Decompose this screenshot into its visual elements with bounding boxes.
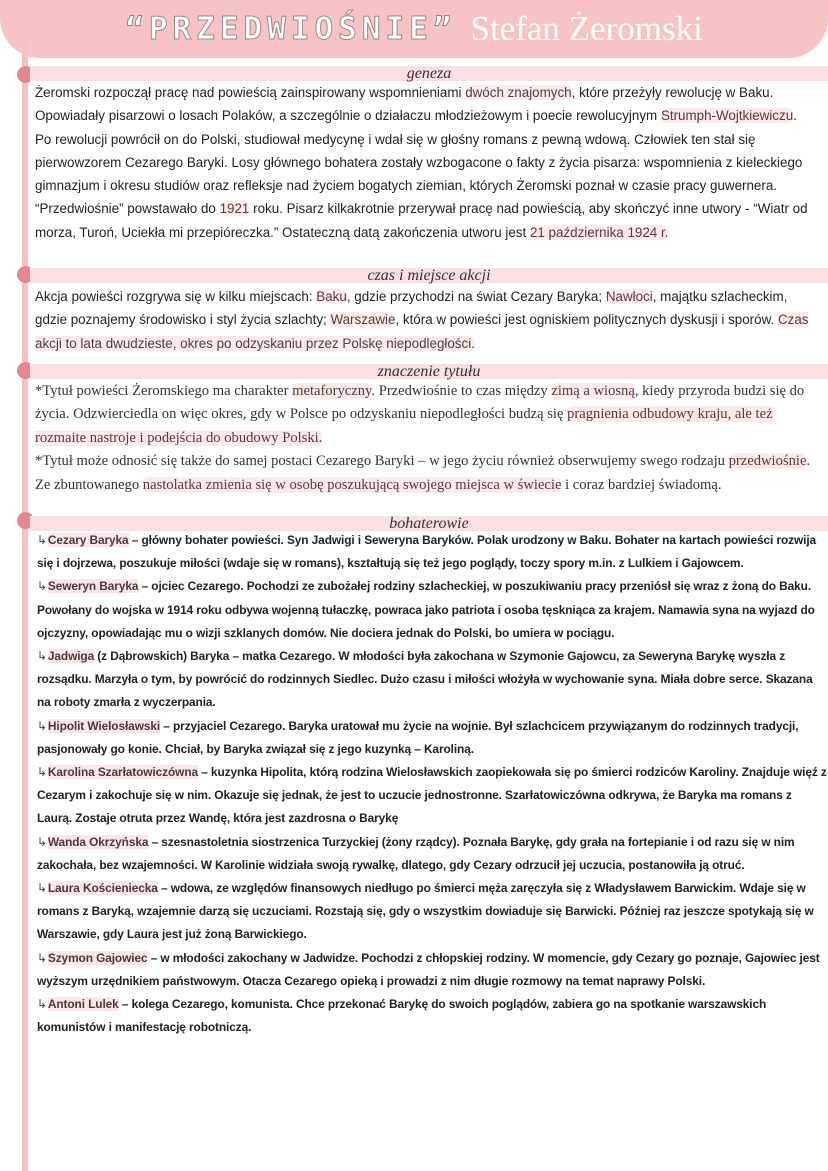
character-description: – główny bohater powieści. Syn Jadwigi i Seweryna Baryków. Polak urodzony w Baku. Bohater na kartach powieści rozwija się i dojrzewa, poszukuje miłości (wdaje się w romans), kształtują się też jego poglądy, toczy spory m.in. z Lulkiem i Gajowcem. bbox=[37, 533, 817, 571]
highlighted-text: przedwiośnie bbox=[728, 453, 807, 470]
character-name: Wanda Okrzyńska bbox=[47, 834, 149, 849]
character-description: (z Dąbrowskich) Baryka – matka Cezarego. W młodości była zakochana w Szymonie Gajowcu, za Seweryna Barykę wyszła z rozsądku. Marzyła o tym, by powrócić do rodzinnych Siedlec. Dużo czasu i miłości włożyła w wychowanie syna. Miała dobre serce. Skazana na roboty zmarła z wyczerpania. bbox=[37, 649, 813, 710]
arrow-icon: ↳ bbox=[37, 997, 47, 1012]
highlighted-text: Strumph-Wojtkiewiczu bbox=[660, 108, 794, 124]
text: i coraz bardziej świadomą. bbox=[561, 476, 722, 493]
text: . Ze zbuntowanego bbox=[35, 453, 811, 493]
character-description: – wdowa, ze względów finansowych niedługo po śmierci męża zaręczyła się z Władysławem Barwickim. Wdaje się w romans z Baryką, wzajemnie darzą się uczuciami. Rozstają się, gdy o wszystkim dowiaduje się Barwicki. Później raz jeszcze spotykają się w Warszawie, gdy Laura jest już żoną Barwickiego. bbox=[37, 881, 814, 942]
paragraph-znaczenie bbox=[35, 380, 815, 497]
highlighted-text: pragnienia odbudowy kraju, ale też rozmaite nastroje i podejścia do obudowy Polski. bbox=[35, 406, 773, 446]
arrow-icon: ↳ bbox=[37, 533, 47, 547]
arrow-icon: ↳ bbox=[37, 834, 47, 849]
character-name: Jadwiga bbox=[47, 649, 95, 664]
highlighted-text: Warszawie bbox=[330, 312, 396, 328]
character-entry bbox=[37, 877, 827, 947]
arrow-icon: ↳ bbox=[37, 579, 47, 594]
character-entry bbox=[37, 575, 827, 645]
character-entry bbox=[37, 761, 827, 831]
character-entry bbox=[37, 947, 827, 993]
text: . Przedwiośnie to czas między bbox=[371, 383, 552, 399]
highlighted-text: nastolatka zmienia się w osobę poszukującą swojego miejsca w świecie bbox=[142, 476, 562, 493]
character-entry bbox=[37, 715, 827, 761]
text: , która w powieści jest ogniskiem politycznych dyskusji i sporów. bbox=[395, 312, 778, 328]
highlighted-text: metaforyczny bbox=[292, 383, 372, 399]
character-name: Karolina Szarłatowiczówna bbox=[47, 765, 199, 780]
highlighted-text: 21 października 1924 r. bbox=[529, 224, 669, 240]
left-margin-bar bbox=[22, 40, 28, 1171]
text: , kiedy przyroda budzi się do życia. Odzwierciedla on więc okres, gdy w Polsce po odzyskaniu niepodległości budzą się bbox=[35, 383, 805, 423]
text: . Po rewolucji powrócił on do Polski, studiował medycynę i wdał się w głośny romans z pewną wdową. Człowiek ten stał się pierwowzorem Cezarego Baryki. Losy głównego bohatera zostały wzbogacone o fakty z życia pisarza: wspomnienia z kieleckiego gimnazjum i okresu studiów oraz refleksje nad życiem bogatych ziemian, których Żeromski poznał w czasie pracy guwernera. “Przedwiośnie” powstawało do bbox=[35, 108, 803, 217]
character-name: Hipolit Wielosławski bbox=[47, 718, 161, 733]
character-name: Laura Kościeniecka bbox=[47, 881, 158, 896]
arrow-icon: ↳ bbox=[37, 765, 47, 780]
text: *Tytuł powieści Żeromskiego ma charakter bbox=[35, 383, 293, 399]
highlighted-text: Nawłoci bbox=[605, 289, 653, 304]
character-name: Szymon Gajowiec bbox=[47, 950, 148, 965]
paragraph-czas bbox=[35, 285, 815, 355]
character-entry bbox=[37, 645, 827, 715]
character-name: Cezary Baryka bbox=[47, 533, 129, 547]
character-list bbox=[37, 529, 827, 1039]
character-entry bbox=[37, 831, 827, 877]
character-description: – kolega Cezarego, komunista. Chce przekonać Barykę do swoich poglądów, zabiera go na spotkanie warszawskich komunistów i manifestację robotniczą. bbox=[37, 997, 767, 1035]
character-entry bbox=[37, 529, 827, 575]
text: *Tytuł może odnosić się także do samej postaci Cezarego Baryki – w jego życiu również obserwujemy swego rodzaju bbox=[35, 453, 729, 470]
character-name: Seweryn Baryka bbox=[47, 579, 139, 594]
highlighted-text: Czas akcji to lata dwudzieste, okres po odzyskaniu przez Polskę niepodległości. bbox=[35, 312, 809, 351]
character-description: – w młodości zakochany w Jadwidze. Pochodzi z chłopskiej rodziny. W momencie, gdy Cezary go poznaje, Gajowiec jest wyższym urzędnikiem państwowym. Otacza Cezarego opieką i prowadzi z nim długie rozmowy na temat naprawy Polski. bbox=[37, 950, 820, 988]
text: , które przeżyły rewolucję w Baku. Opowiadały pisarzowi o losach Polaków, a szczególnie o działaczu młodzieżowym i poecie rewolucyjnym bbox=[35, 85, 774, 124]
author: Stefan Żeromski bbox=[470, 9, 703, 48]
character-description: – kuzynka Hipolita, którą rodzina Wielosławskich zaopiekowała się po śmierci rodziców Karoliny. Znajduje więź z Cezarym i zakochuje się w nim. Okazuje się jednak, że jest to uczucie jednostronne. Szarłatowiczówna odkrywa, że Baryka ma romans z Laurą. Zostaje otruta przez Wandę, która jest zazdrosna o Barykę bbox=[37, 765, 827, 826]
highlighted-text: zimą a wiosną bbox=[551, 383, 635, 399]
character-description: – szesnastoletnia siostrzenica Turzyckiej (żony rządcy). Poznała Barykę, gdy grała na fortepianie i od razu się w nim zakochała, bez wzajemności. W Karolinie widziała swoją rywalkę, dlatego, gdy Cezary odrzucił jej uczucia, postanowiła ją otruć. bbox=[37, 834, 795, 872]
text: , gdzie przychodzi na świat Cezary Baryka; bbox=[346, 289, 606, 304]
character-description: – ojciec Cezarego. Pochodzi ze zubożałej rodziny szlacheckiej, w poszukiwaniu pracy przeniósł się wraz z żoną do Baku. Powołany do wojska w 1914 roku odbywa wojenną tułaczkę, powraca jako patriota i osoba tęskniąca za krajem. Namawia syna na wyjazd do ojczyzny, opowiadając mu o wizji szklanych domów. Nie dociera jednak do Polski, bo umiera w pociągu. bbox=[37, 579, 815, 640]
paragraph-geneza bbox=[35, 81, 815, 244]
character-name: Antoni Lulek bbox=[47, 997, 119, 1012]
section-heading-znaczenie: znaczenie tytułu bbox=[30, 364, 828, 379]
page-header bbox=[0, 0, 828, 58]
text: Akcja powieści rozgrywa się w kilku miejscach: bbox=[35, 289, 317, 304]
section-heading-bohaterowie: bohaterowie bbox=[30, 516, 828, 531]
highlighted-text: 1921 bbox=[219, 201, 250, 217]
arrow-icon: ↳ bbox=[37, 649, 47, 664]
character-entry bbox=[37, 993, 827, 1039]
section-heading-geneza: geneza bbox=[30, 66, 828, 81]
text: roku. Pisarz kilkakrotnie przerywał pracę nad powieścią, aby skończyć inne utwory - “Wiatr od morza, Turoń, Uciekła mi przepióreczka.” Ostateczną datą zakończenia utworu jest bbox=[35, 201, 808, 240]
section-heading-czas: czas i miejsce akcji bbox=[30, 268, 828, 283]
arrow-icon: ↳ bbox=[37, 718, 47, 733]
arrow-icon: ↳ bbox=[37, 950, 47, 965]
text: Żeromski rozpoczął pracę nad powieścią zainspirowany wspomnieniami bbox=[35, 85, 466, 100]
title: “PRZEDWIOŚNIE” bbox=[125, 11, 457, 47]
highlighted-text: dwóch znajomych bbox=[465, 85, 572, 100]
text: , majątku szlacheckim, gdzie poznajemy środowisko i styl życia szlachty; bbox=[35, 289, 788, 328]
character-description: – przyjaciel Cezarego. Baryka uratował mu życie na wojnie. Był szlachcicem przywiązanym do rodzinnych tradycji, pasjonowały go konie. Chciał, by Baryka związał się z jego kuzynką – Karoliną. bbox=[37, 718, 799, 756]
arrow-icon: ↳ bbox=[37, 881, 47, 896]
highlighted-text: Baku bbox=[316, 289, 347, 304]
